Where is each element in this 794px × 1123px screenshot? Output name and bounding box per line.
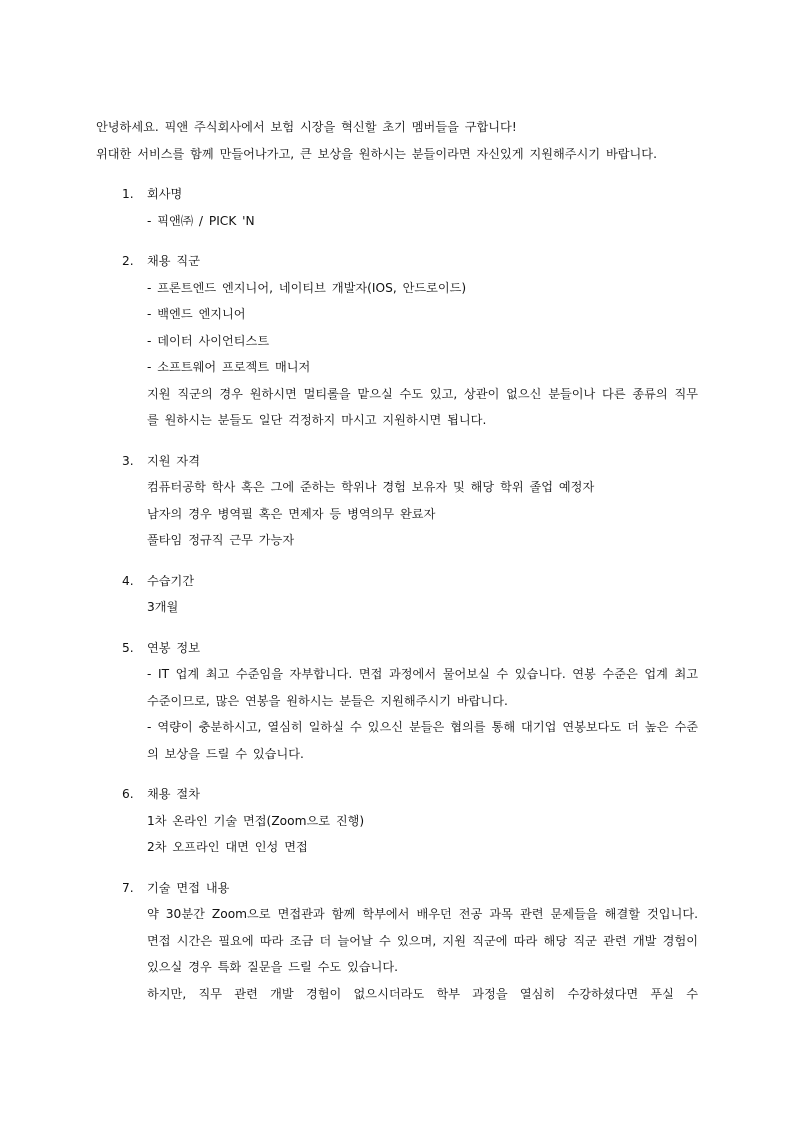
section-line: 3개월 [147, 600, 179, 614]
section-body [147, 661, 698, 767]
section-title: 회사명 [147, 187, 183, 201]
section-line: 풀타임 정규직 근무 가능자 [147, 533, 295, 547]
section-title: 지원 자격 [147, 453, 200, 468]
section-number: 5. [122, 640, 134, 655]
section-line: 남자의 경우 병역필 혹은 면제자 등 병역의무 완료자 [147, 506, 436, 521]
intro-line-1: 안녕하세요. 픽앤 주식회사에서 보험 시장을 혁신할 초기 멤버들을 구합니다! [96, 120, 517, 134]
section-body [147, 208, 698, 235]
section-heading [96, 568, 698, 595]
section-paragraph: 지원 직군의 경우 원하시면 멀티롤을 맡으실 수도 있고, 상관이 없으신 분들이나 다른 종류의 직무를 원하시는 분들도 일단 걱정하지 마시고 지원하시면 됩니다. [147, 386, 698, 427]
section-line: - 프론트엔드 엔지니어, 네이티브 개발자(IOS, 안드로이드) [147, 280, 467, 295]
document-page [96, 114, 698, 1007]
section-title: 기술 면접 내용 [147, 880, 230, 895]
section-company-name [96, 181, 698, 234]
section-body [147, 901, 698, 1007]
section-body [147, 808, 698, 861]
section-heading [96, 248, 698, 275]
section-number: 1. [122, 187, 134, 201]
section-heading [96, 781, 698, 808]
section-heading [96, 875, 698, 902]
section-technical-interview [96, 875, 698, 1008]
section-body [147, 474, 698, 554]
section-job-roles [96, 248, 698, 434]
section-number: 3. [122, 453, 134, 468]
section-line: 컴퓨터공학 학사 혹은 그에 준하는 학위나 경험 보유자 및 해당 학위 졸업 예정자 [147, 480, 595, 494]
section-heading [96, 181, 698, 208]
section-heading [96, 635, 698, 662]
section-hiring-process [96, 781, 698, 861]
section-salary [96, 635, 698, 768]
intro-line-2: 위대한 서비스를 함께 만들어나가고, 큰 보상을 원하시는 분들이라면 자신있게 지원해주시기 바랍니다. [96, 146, 657, 161]
section-title: 수습기간 [147, 573, 195, 588]
section-number: 7. [122, 880, 134, 895]
section-paragraph: 약 30분간 Zoom으로 면접관과 함께 학부에서 배우던 전공 과목 관련 문제들을 해결할 것입니다. 면접 시간은 필요에 따라 조금 더 늘어날 수 있으며, 지원 직군에 따라 해당 직군 관련 개발 경험이 있으실 경우 특화 질문을 드릴 수도 있습니다. [147, 907, 698, 974]
section-line: - 소프트웨어 프로젝트 매니저 [147, 360, 311, 374]
section-paragraph: - 역량이 충분하시고, 열심히 일하실 수 있으신 분들은 협의를 통해 대기업 연봉보다도 더 높은 수준의 보상을 드릴 수 있습니다. [147, 720, 698, 761]
section-body [147, 594, 698, 621]
section-title: 연봉 정보 [147, 640, 200, 655]
section-paragraph: - IT 업계 최고 수준임을 자부합니다. 면접 과정에서 물어보실 수 있습니다. 연봉 수준은 업계 최고 수준이므로, 많은 연봉을 원하시는 분들은 지원해주시기 바랍니다. [147, 667, 698, 708]
section-line: 1차 온라인 기술 면접(Zoom으로 진행) [147, 813, 365, 828]
section-qualifications [96, 448, 698, 554]
section-body [147, 275, 698, 434]
section-line: - 픽앤㈜ / PICK 'N [147, 213, 255, 228]
section-heading [96, 448, 698, 475]
section-line: - 데이터 사이언티스트 [147, 333, 270, 348]
section-line: 2차 오프라인 대면 인성 면접 [147, 840, 308, 854]
section-number: 2. [122, 254, 134, 268]
section-number: 6. [122, 787, 134, 801]
intro [96, 114, 698, 167]
section-probation [96, 568, 698, 621]
section-title: 채용 직군 [147, 254, 200, 268]
section-line: - 백엔드 엔지니어 [147, 307, 246, 321]
section-number: 4. [122, 573, 134, 588]
section-title: 채용 절차 [147, 787, 200, 801]
section-paragraph-continued: 하지만, 직무 관련 개발 경험이 없으시더라도 학부 과정을 열심히 수강하셨다면 푸실 수 [147, 986, 698, 1001]
